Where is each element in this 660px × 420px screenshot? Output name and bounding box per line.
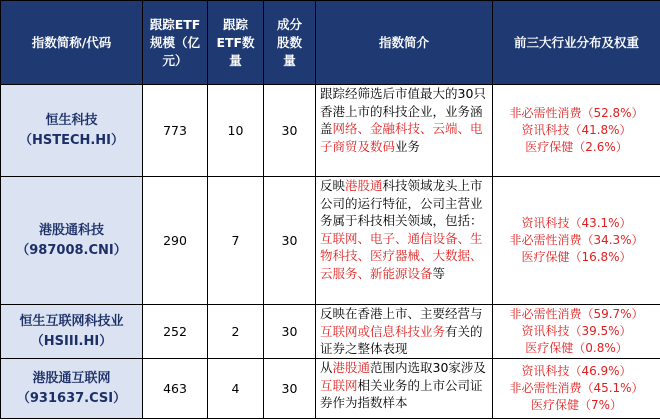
index-name-cell: 港股通互联网 （931637.CSI） xyxy=(1,359,143,419)
header-row xyxy=(1,1,660,85)
etf-count-cell: 7 xyxy=(208,177,264,305)
industry-cell: 非必需性消费（59.7%） 资讯科技（39.5%） 医疗保健（0.8%） xyxy=(493,305,660,359)
highlight-text: 互联网或信息科技业务 xyxy=(320,323,446,339)
industry-cell: 资讯科技（46.9%） 非必需性消费（45.1%） 医疗保健（7%） xyxy=(493,359,660,419)
etf-scale-cell: 290 xyxy=(143,177,208,305)
header-etf-scale: 跟踪ETF 规模（亿 元） xyxy=(143,1,208,85)
constituents-cell: 30 xyxy=(264,177,316,305)
header-description: 指数简介 xyxy=(316,1,493,85)
header-index-name: 指数简称/代码 xyxy=(1,1,143,85)
etf-scale-cell: 773 xyxy=(143,85,208,177)
highlight-text: 港股通 xyxy=(345,178,383,193)
highlight-text: 互联网、电子、通信设备、生物科技、医疗器械、大数据、云服务、新能源设备 xyxy=(320,230,483,281)
etf-count-cell: 4 xyxy=(208,359,264,419)
description-text: 科技领域龙头上市公司的运行特征，公司主营业务属于科技相关领域，包括： xyxy=(320,178,483,228)
etf-count-cell: 2 xyxy=(208,305,264,359)
header-industry: 前三大行业分布及权重 xyxy=(493,1,660,85)
highlight-text: 港股通 xyxy=(332,360,371,375)
description-text: 反映 xyxy=(320,178,346,193)
etf-scale-cell: 463 xyxy=(143,359,208,419)
table-row xyxy=(1,359,660,419)
description-cell xyxy=(316,305,493,359)
table-row xyxy=(1,305,660,359)
constituents-cell: 30 xyxy=(264,85,316,177)
constituents-cell: 30 xyxy=(264,359,316,419)
table-row xyxy=(1,85,660,177)
header-etf-count: 跟踪 ETF数 量 xyxy=(208,1,264,85)
description-text: 反映在香港上市、主要经营与 xyxy=(320,306,483,321)
constituents-cell: 30 xyxy=(264,305,316,359)
table-row xyxy=(1,177,660,305)
etf-count-cell: 10 xyxy=(208,85,264,177)
industry-cell: 资讯科技（43.1%） 非必需性消费（34.3%） 医疗保健（16.8%） xyxy=(493,177,660,305)
index-name-cell: 港股通科技 （987008.CNI） xyxy=(1,177,143,305)
etf-scale-cell: 252 xyxy=(143,305,208,359)
header-constituents: 成分 股数 量 xyxy=(264,1,316,85)
description-text: 等 xyxy=(432,265,446,281)
description-cell xyxy=(316,359,493,419)
highlight-text: 网络、金融科技、云端、电子商贸及数码 xyxy=(320,121,483,154)
description-text: 有关的证券之整体表现 xyxy=(320,323,483,356)
industry-cell: 非必需性消费（52.8%） 资讯科技（41.8%） 医疗保健（2.6%） xyxy=(493,85,660,177)
description-text: 业务 xyxy=(395,138,421,154)
highlight-text: 互联网 xyxy=(320,377,358,393)
index-name-cell: 恒生互联网科技业 （HSIII.HI） xyxy=(1,305,143,359)
description-cell xyxy=(316,177,493,305)
description-text: 从 xyxy=(320,360,333,375)
description-cell xyxy=(316,85,493,177)
index-name-cell: 恒生科技 （HSTECH.HI） xyxy=(1,85,143,177)
description-text: 范围内选取30家涉及 xyxy=(370,360,486,375)
description-text: 相关业务的上市公司证券作为指数样本 xyxy=(320,377,483,410)
description-text: 跟踪经筛选后市值最大的30只香港上市的科技企业，业务涵盖 xyxy=(320,86,486,136)
